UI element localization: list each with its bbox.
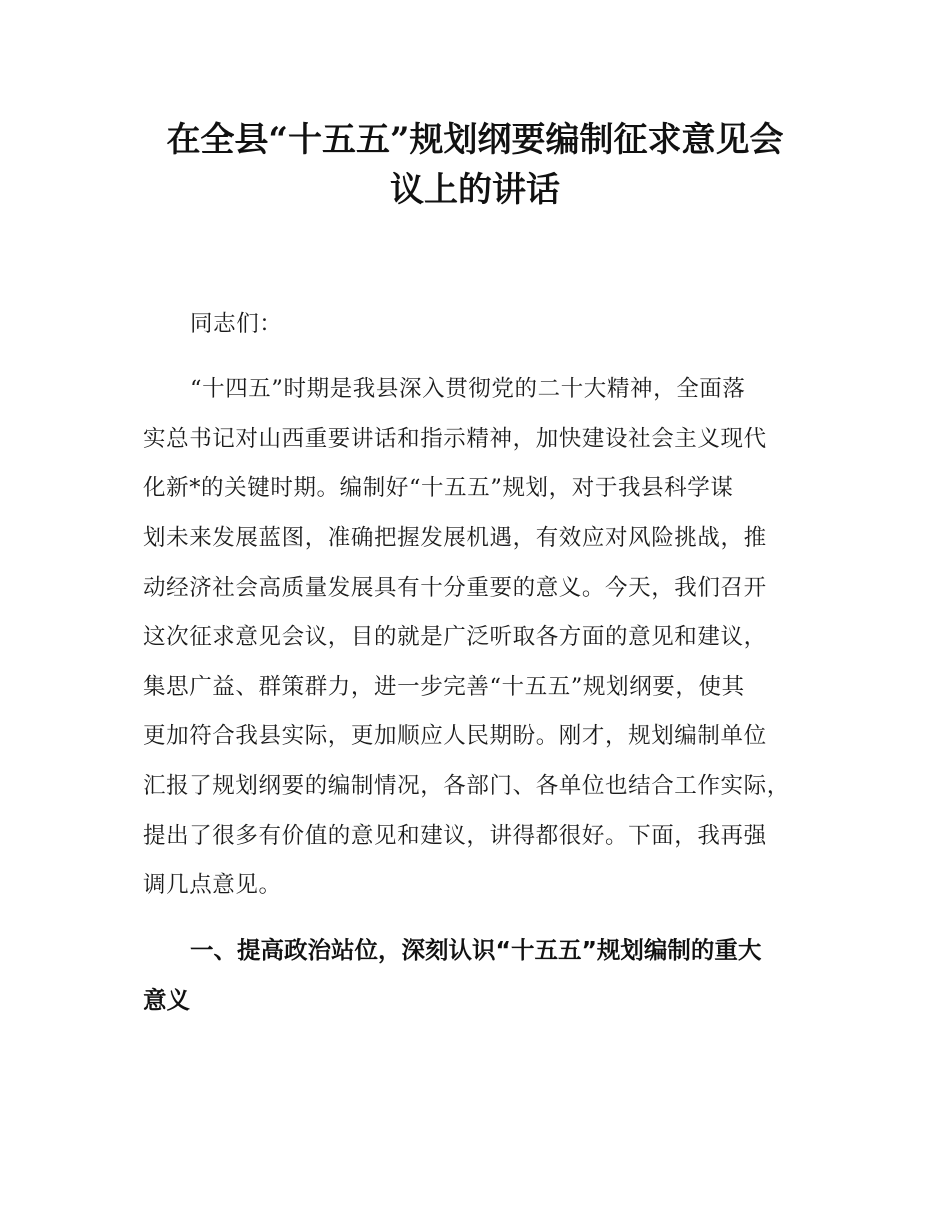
paragraph-line: 汇报了规划纲要的编制情况，各部门、各单位也结合工作实际， (143, 773, 790, 799)
document-title-line-2: 议上的讲话 (390, 170, 560, 210)
section-heading-1-line-2: 意义 (143, 986, 190, 1014)
salutation: 同志们： (190, 311, 283, 337)
paragraph-line: 集思广益、群策群力，进一步完善“十五五”规划纲要，使其 (143, 674, 745, 700)
paragraph-line: 实总书记对山西重要讲话和指示精神，加快建设社会主义现代 (143, 426, 767, 452)
paragraph-line: 动经济社会高质量发展具有十分重要的意义。今天，我们召开 (143, 575, 767, 601)
paragraph-line: 这次征求意见会议，目的就是广泛听取各方面的意见和建议， (143, 624, 767, 650)
document-title-line-1: 在全县“十五五”规划纲要编制征求意见会 (166, 120, 784, 160)
paragraph-line: 更加符合我县实际，更加顺应人民期盼。刚才，规划编制单位 (143, 723, 767, 749)
paragraph-line: 调几点意见。 (143, 872, 282, 898)
paragraph-line: “十四五”时期是我县深入贯彻党的二十大精神，全面落 (190, 376, 746, 402)
paragraph-line: 提出了很多有价值的意见和建议，讲得都很好。下面，我再强 (143, 823, 767, 849)
section-heading-1-line-1: 一、提高政治站位，深刻认识“十五五”规划编制的重大 (190, 936, 762, 964)
paragraph-line: 化新*的关键时期。编制好“十五五”规划，对于我县科学谋 (143, 475, 734, 501)
paragraph-line: 划未来发展蓝图，准确把握发展机遇，有效应对风险挑战，推 (143, 525, 767, 551)
